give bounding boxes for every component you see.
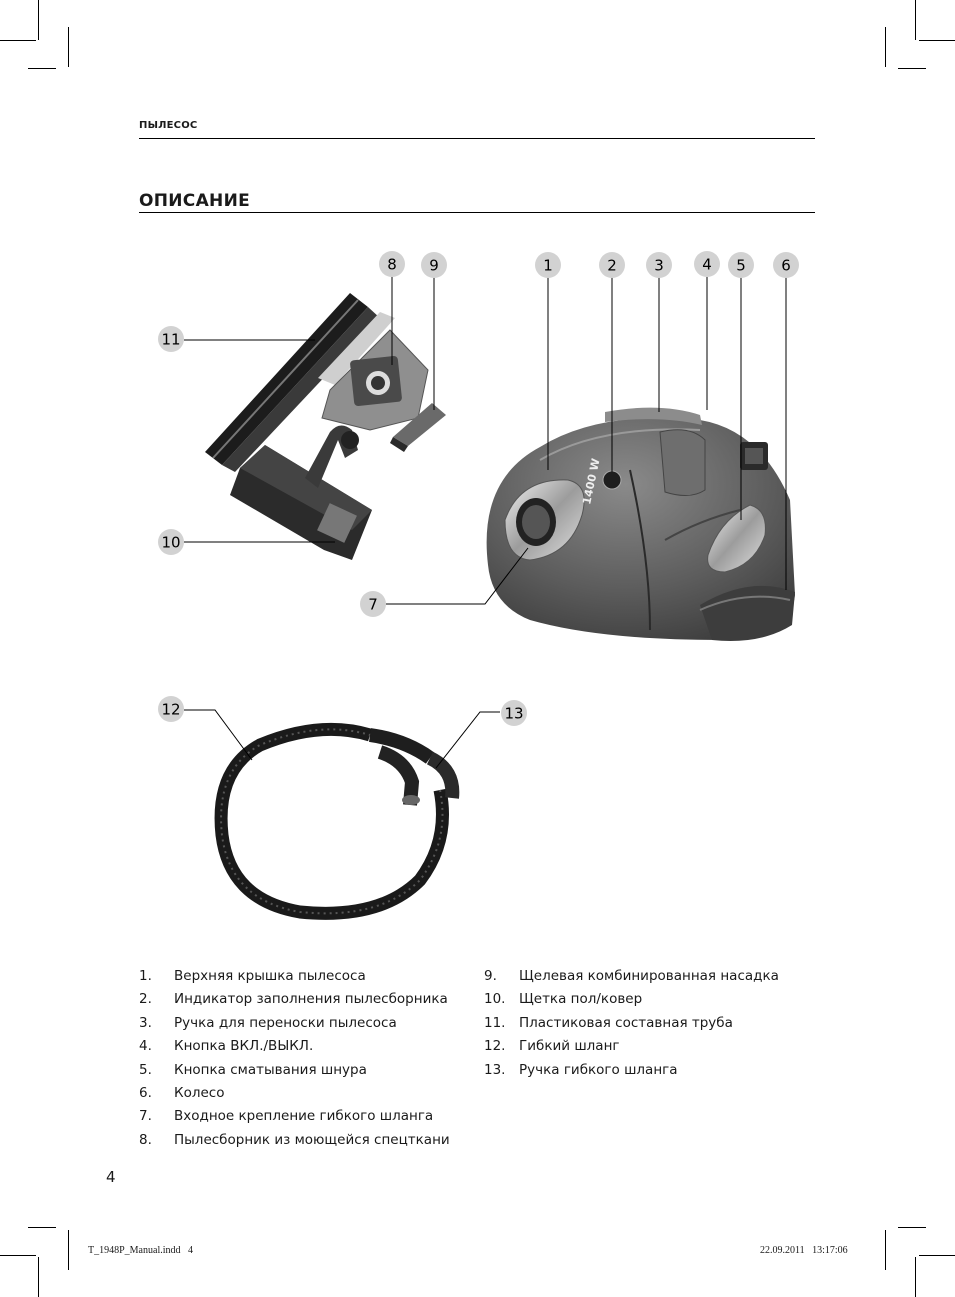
legend-item [139, 1129, 450, 1152]
legend-number: 11. [484, 1014, 506, 1031]
callout-9 [421, 252, 447, 278]
callout-5 [728, 252, 754, 278]
legend-number: 2. [139, 991, 152, 1008]
callout-number: 7 [368, 595, 378, 614]
legend-item [484, 965, 779, 988]
crop-mark [898, 1227, 926, 1228]
legend-text: Индикатор заполнения пылесборника [174, 991, 448, 1008]
legend-item [484, 1035, 779, 1058]
callout-2 [599, 252, 625, 278]
page-number: 4 [106, 1168, 116, 1186]
section-title: ОПИСАНИЕ [139, 191, 251, 211]
crop-mark [915, 1257, 916, 1297]
legend-number: 4. [139, 1038, 152, 1055]
legend-item [139, 988, 450, 1011]
callout-1 [535, 252, 561, 278]
callout-number: 3 [654, 256, 664, 275]
callout-10 [158, 529, 184, 555]
callout-8 [379, 251, 405, 277]
callout-number: 11 [161, 330, 181, 349]
crop-mark [0, 1255, 36, 1256]
callout-4 [694, 251, 720, 277]
callout-13 [501, 700, 527, 726]
legend-text: Кнопка сматывания шнура [174, 1061, 367, 1078]
legend-text: Пылесборник из моющейся спецткани [174, 1131, 450, 1148]
callout-number: 1 [543, 256, 553, 275]
legend-number: 1. [139, 968, 152, 984]
legend-item [484, 988, 779, 1011]
callout-7 [360, 591, 386, 617]
legend-text: Кнопка ВКЛ./ВЫКЛ. [174, 1038, 314, 1055]
legend-item [139, 1082, 450, 1105]
crop-mark [68, 1230, 69, 1270]
legend-text: Гибкий шланг [519, 1038, 620, 1055]
footer-datetime: 22.09.2011 13:17:06 [760, 1245, 848, 1256]
crop-mark [38, 1257, 39, 1297]
callout-number: 4 [702, 255, 712, 274]
hose-illustration [221, 729, 452, 913]
legend-number: 8. [139, 1131, 152, 1148]
callout-12 [158, 696, 184, 722]
legend-text: Верхняя крышка пылесоса [174, 968, 366, 984]
legend-item [484, 1012, 779, 1035]
legend-text: Пластиковая составная труба [519, 1014, 733, 1031]
legend-text: Ручка гибкого шланга [519, 1061, 678, 1078]
legend-item [139, 1059, 450, 1082]
power-badge: 1400 W [580, 457, 603, 506]
legend-item [139, 1035, 450, 1058]
callout-number: 8 [387, 255, 397, 274]
running-header: ПЫЛЕСОС [139, 120, 198, 131]
parts-legend-left [139, 965, 450, 1152]
legend-item [139, 965, 450, 988]
callout-number: 6 [781, 256, 791, 275]
legend-item [139, 1105, 450, 1128]
legend-number: 13. [484, 1061, 506, 1078]
footer-filename: T_1948P_Manual.indd 4 [88, 1245, 193, 1256]
callout-3 [646, 252, 672, 278]
legend-number: 10. [484, 991, 506, 1008]
callout-number: 5 [736, 256, 746, 275]
callout-number: 2 [607, 256, 617, 275]
legend-text: Ручка для переноски пылесоса [174, 1014, 397, 1031]
legend-text: Входное крепление гибкого шланга [174, 1108, 434, 1125]
legend-item [484, 1059, 779, 1082]
legend-text: Щелевая комбинированная насадка [519, 968, 779, 984]
callout-number: 12 [161, 700, 181, 719]
crop-mark [919, 1255, 955, 1256]
legend-number: 9. [484, 968, 497, 984]
legend-text: Щетка пол/ковер [519, 991, 643, 1008]
legend-number: 3. [139, 1014, 152, 1031]
callout-11 [158, 326, 184, 352]
legend-number: 6. [139, 1085, 152, 1102]
legend-item [139, 1012, 450, 1035]
crop-mark [885, 1230, 886, 1270]
callout-number: 9 [429, 256, 439, 275]
callout-6 [773, 252, 799, 278]
crop-mark [28, 1227, 56, 1228]
parts-legend-right [484, 965, 779, 1082]
callout-number: 10 [161, 533, 181, 552]
legend-number: 12. [484, 1038, 506, 1055]
legend-number: 5. [139, 1061, 152, 1078]
callout-number: 13 [504, 704, 524, 723]
legend-text: Колесо [174, 1085, 225, 1102]
legend-number: 7. [139, 1108, 152, 1125]
vacuum-cleaner-illustration [487, 408, 795, 641]
